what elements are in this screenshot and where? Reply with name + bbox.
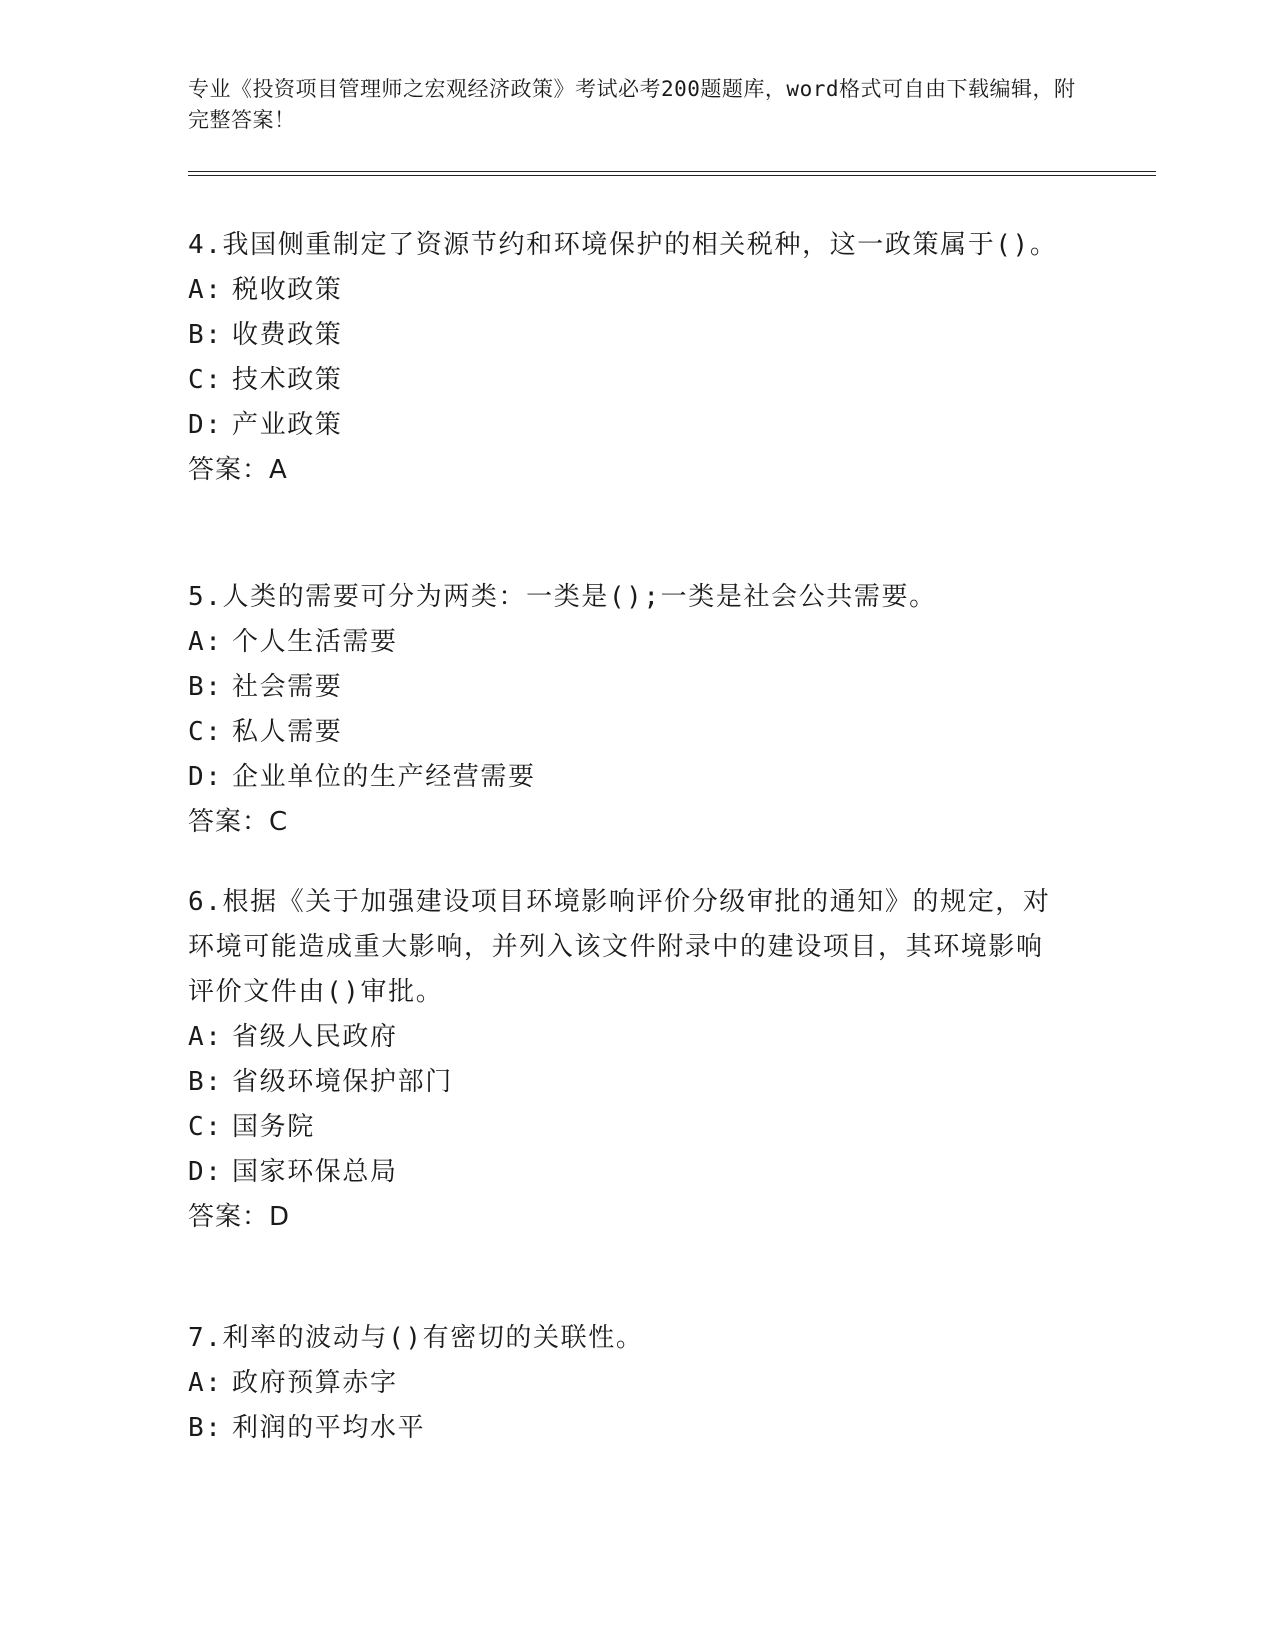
option-b: [188, 1060, 1068, 1105]
option-key: A:: [188, 1368, 223, 1398]
option-key: B:: [188, 672, 223, 702]
option-key: C:: [188, 717, 223, 747]
question-4: [188, 223, 1068, 493]
option-text: 国务院: [232, 1112, 315, 1142]
option-text: 省级环境保护部门: [232, 1067, 453, 1097]
option-key: A:: [188, 275, 223, 305]
option-text: 社会需要: [232, 672, 343, 702]
header-divider-bottom: [188, 175, 1156, 176]
option-key: C:: [188, 1112, 223, 1142]
answer-line: 答案：C: [188, 807, 289, 837]
option-c: [188, 358, 1068, 403]
option-b: [188, 1406, 1068, 1451]
answer-line: 答案：D: [188, 1202, 291, 1232]
option-a: [188, 268, 1068, 313]
option-key: A:: [188, 627, 223, 657]
option-a: [188, 1015, 1068, 1060]
header-text: 专业《投资项目管理师之宏观经济政策》考试必考200题题库，word格式可自由下载编辑，附完整答案！: [188, 77, 1076, 132]
question-6: [188, 880, 1068, 1240]
option-text: 产业政策: [232, 410, 343, 440]
option-key: D:: [188, 762, 223, 792]
option-key: B:: [188, 320, 223, 350]
option-key: B:: [188, 1067, 223, 1097]
option-text: 技术政策: [232, 365, 343, 395]
option-d: [188, 403, 1068, 448]
option-text: 收费政策: [232, 320, 343, 350]
question-stem: 4.我国侧重制定了资源节约和环境保护的相关税种，这一政策属于()。: [188, 230, 1058, 260]
option-text: 私人需要: [232, 717, 343, 747]
question-stem: 6.根据《关于加强建设项目环境影响评价分级审批的通知》的规定，对环境可能造成重大影响，并列入该文件附录中的建设项目，其环境影响评价文件由()审批。: [188, 887, 1051, 1007]
option-key: D:: [188, 410, 223, 440]
header-divider-top: [188, 171, 1156, 172]
option-text: 国家环保总局: [232, 1157, 398, 1187]
option-a: [188, 1361, 1068, 1406]
option-key: D:: [188, 1157, 223, 1187]
option-text: 个人生活需要: [232, 627, 398, 657]
option-b: [188, 313, 1068, 358]
option-key: A:: [188, 1022, 223, 1052]
answer-line: 答案：A: [188, 455, 288, 485]
option-text: 利润的平均水平: [232, 1413, 426, 1443]
option-text: 政府预算赤字: [232, 1368, 398, 1398]
option-text: 税收政策: [232, 275, 343, 305]
option-c: [188, 710, 1068, 755]
option-a: [188, 620, 1068, 665]
question-5: [188, 575, 1068, 845]
option-c: [188, 1105, 1068, 1150]
option-d: [188, 1150, 1068, 1195]
question-stem: 5.人类的需要可分为两类：一类是();一类是社会公共需要。: [188, 582, 937, 612]
option-d: [188, 755, 1068, 800]
option-key: C:: [188, 365, 223, 395]
option-text: 企业单位的生产经营需要: [232, 762, 536, 792]
question-7: [188, 1316, 1068, 1451]
question-stem: 7.利率的波动与()有密切的关联性。: [188, 1323, 644, 1353]
option-text: 省级人民政府: [232, 1022, 398, 1052]
document-header: [188, 74, 1088, 136]
option-key: B:: [188, 1413, 223, 1443]
option-b: [188, 665, 1068, 710]
